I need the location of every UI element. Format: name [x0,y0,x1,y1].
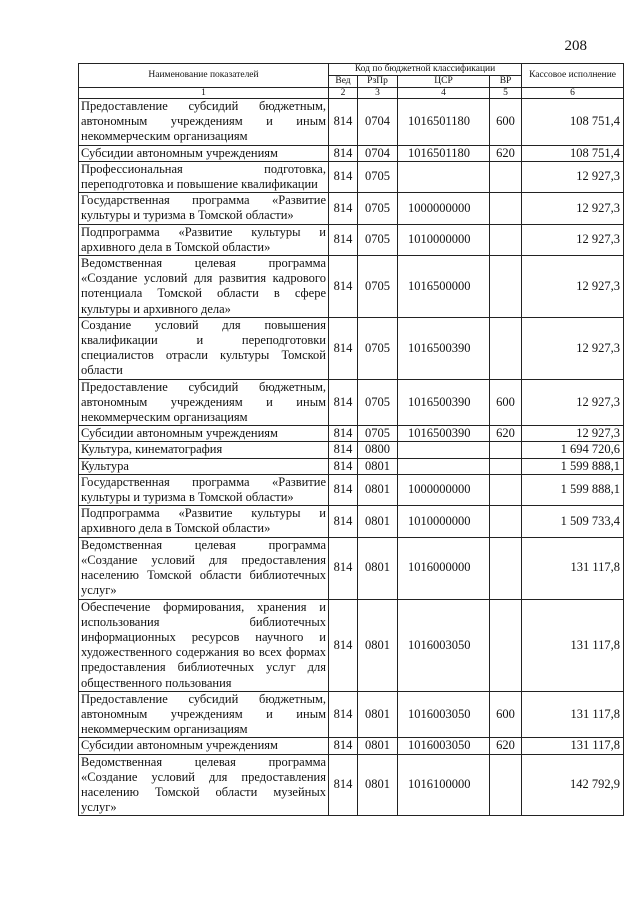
row-ved: 814 [329,599,358,691]
row-ved: 814 [329,426,358,442]
header-classification-group: Код по бюджетной классификации [329,64,522,76]
table-row [79,691,624,738]
row-vr [490,317,522,379]
row-rzpr: 0704 [358,145,398,161]
row-ved: 814 [329,193,358,224]
row-vr [490,442,522,458]
row-csr: 1016500000 [398,256,490,318]
row-name: Государственная программа «Развитие культуры и туризма в Томской области» [79,193,329,224]
row-name: Предоставление субсидий бюджетным, автономным учреждениям и иным некоммерческим организациям [79,99,329,146]
row-csr: 1016500390 [398,379,490,426]
row-rzpr: 0705 [358,317,398,379]
row-ved: 814 [329,161,358,192]
row-name: Подпрограмма «Развитие культуры и архивного дела в Томской области» [79,506,329,537]
row-csr [398,458,490,474]
row-name: Предоставление субсидий бюджетным, автономным учреждениям и иным некоммерческим организациям [79,691,329,738]
table-row [79,256,624,318]
row-vr: 600 [490,379,522,426]
row-vr [490,256,522,318]
row-amount: 131 117,8 [522,691,624,738]
table-row [79,193,624,224]
column-number: 5 [490,88,522,99]
row-csr: 1016003050 [398,738,490,754]
row-ved: 814 [329,506,358,537]
row-csr: 1016000000 [398,537,490,599]
row-name: Ведомственная целевая программа «Создание условий для предоставления населению Томской области библиотечных услуг» [79,537,329,599]
row-name: Культура, кинематография [79,442,329,458]
table-row [79,161,624,192]
row-amount: 1 694 720,6 [522,442,624,458]
row-vr [490,474,522,505]
row-amount: 12 927,3 [522,193,624,224]
row-csr: 1010000000 [398,224,490,255]
table-row [79,99,624,146]
column-number: 4 [398,88,490,99]
column-number: 6 [522,88,624,99]
row-ved: 814 [329,458,358,474]
budget-table [78,63,624,816]
row-rzpr: 0705 [358,379,398,426]
row-name: Ведомственная целевая программа «Создание условий для предоставления населению Томской области музейных услуг» [79,754,329,816]
row-name: Субсидии автономным учреждениям [79,738,329,754]
row-vr [490,754,522,816]
row-vr [490,224,522,255]
row-name: Субсидии автономным учреждениям [79,145,329,161]
header-vr: ВР [490,76,522,88]
header-csr: ЦСР [398,76,490,88]
table-row [79,506,624,537]
table-row [79,145,624,161]
row-rzpr: 0801 [358,537,398,599]
row-rzpr: 0705 [358,426,398,442]
row-amount: 131 117,8 [522,599,624,691]
header-name: Наименование показателей [79,64,329,88]
row-csr: 1016100000 [398,754,490,816]
row-rzpr: 0705 [358,193,398,224]
row-rzpr: 0801 [358,738,398,754]
page-number: 208 [564,38,587,54]
row-vr: 620 [490,145,522,161]
row-ved: 814 [329,754,358,816]
row-amount: 12 927,3 [522,256,624,318]
row-rzpr: 0705 [358,161,398,192]
row-name: Обеспечение формирования, хранения и использования библиотечных информационных ресурсов научного и художественного содержания во всех формах предоставления библиотечных услуг для общественного пользования [79,599,329,691]
row-vr [490,161,522,192]
row-rzpr: 0801 [358,474,398,505]
row-vr [490,506,522,537]
row-amount: 12 927,3 [522,426,624,442]
row-amount: 1 599 888,1 [522,474,624,505]
row-ved: 814 [329,442,358,458]
row-amount: 1 599 888,1 [522,458,624,474]
row-vr: 620 [490,738,522,754]
row-vr [490,537,522,599]
row-rzpr: 0801 [358,691,398,738]
row-ved: 814 [329,379,358,426]
table-row [79,442,624,458]
row-rzpr: 0705 [358,224,398,255]
row-name: Создание условий для повышения квалификации и переподготовки специалистов отрасли культуры Томской области [79,317,329,379]
row-vr [490,458,522,474]
row-ved: 814 [329,474,358,505]
row-name: Культура [79,458,329,474]
row-csr: 1016003050 [398,599,490,691]
row-ved: 814 [329,537,358,599]
row-csr: 1016500390 [398,317,490,379]
row-ved: 814 [329,317,358,379]
row-rzpr: 0801 [358,599,398,691]
table-row [79,474,624,505]
row-amount: 12 927,3 [522,161,624,192]
row-vr [490,599,522,691]
row-name: Ведомственная целевая программа «Создание условий для развития кадрового потенциала Томской области в сфере культуры и архивного дела» [79,256,329,318]
table-row [79,426,624,442]
row-ved: 814 [329,691,358,738]
table-row [79,458,624,474]
row-amount: 1 509 733,4 [522,506,624,537]
header-row [79,64,624,76]
header-rzpr: РзПр [358,76,398,88]
row-rzpr: 0704 [358,99,398,146]
row-csr: 1016500390 [398,426,490,442]
table-row [79,754,624,816]
row-csr: 1000000000 [398,193,490,224]
row-ved: 814 [329,256,358,318]
row-amount: 12 927,3 [522,224,624,255]
column-number: 3 [358,88,398,99]
table-row [79,738,624,754]
row-amount: 131 117,8 [522,537,624,599]
row-rzpr: 0801 [358,754,398,816]
row-name: Подпрограмма «Развитие культуры и архивного дела в Томской области» [79,224,329,255]
row-csr: 1016003050 [398,691,490,738]
row-ved: 814 [329,224,358,255]
row-csr: 1016501180 [398,145,490,161]
table-row [79,599,624,691]
table-row [79,317,624,379]
row-name: Профессиональная подготовка, переподготовка и повышение квалификации [79,161,329,192]
table-row [79,379,624,426]
table-row [79,537,624,599]
row-amount: 108 751,4 [522,99,624,146]
row-csr: 1000000000 [398,474,490,505]
row-ved: 814 [329,738,358,754]
row-ved: 814 [329,99,358,146]
row-amount: 12 927,3 [522,379,624,426]
row-amount: 108 751,4 [522,145,624,161]
header-ved: Вед [329,76,358,88]
row-name: Субсидии автономным учреждениям [79,426,329,442]
row-amount: 12 927,3 [522,317,624,379]
row-amount: 142 792,9 [522,754,624,816]
column-number: 1 [79,88,329,99]
row-rzpr: 0705 [358,256,398,318]
row-rzpr: 0800 [358,442,398,458]
header-execution: Кассовое исполнение [522,64,624,88]
row-rzpr: 0801 [358,458,398,474]
row-ved: 814 [329,145,358,161]
row-csr [398,442,490,458]
row-csr [398,161,490,192]
column-numbers-row [79,88,624,99]
row-vr [490,193,522,224]
row-rzpr: 0801 [358,506,398,537]
row-name: Предоставление субсидий бюджетным, автономным учреждениям и иным некоммерческим организациям [79,379,329,426]
row-csr: 1010000000 [398,506,490,537]
row-vr: 600 [490,99,522,146]
row-vr: 600 [490,691,522,738]
row-name: Государственная программа «Развитие культуры и туризма в Томской области» [79,474,329,505]
table-row [79,224,624,255]
column-number: 2 [329,88,358,99]
row-csr: 1016501180 [398,99,490,146]
row-vr: 620 [490,426,522,442]
row-amount: 131 117,8 [522,738,624,754]
